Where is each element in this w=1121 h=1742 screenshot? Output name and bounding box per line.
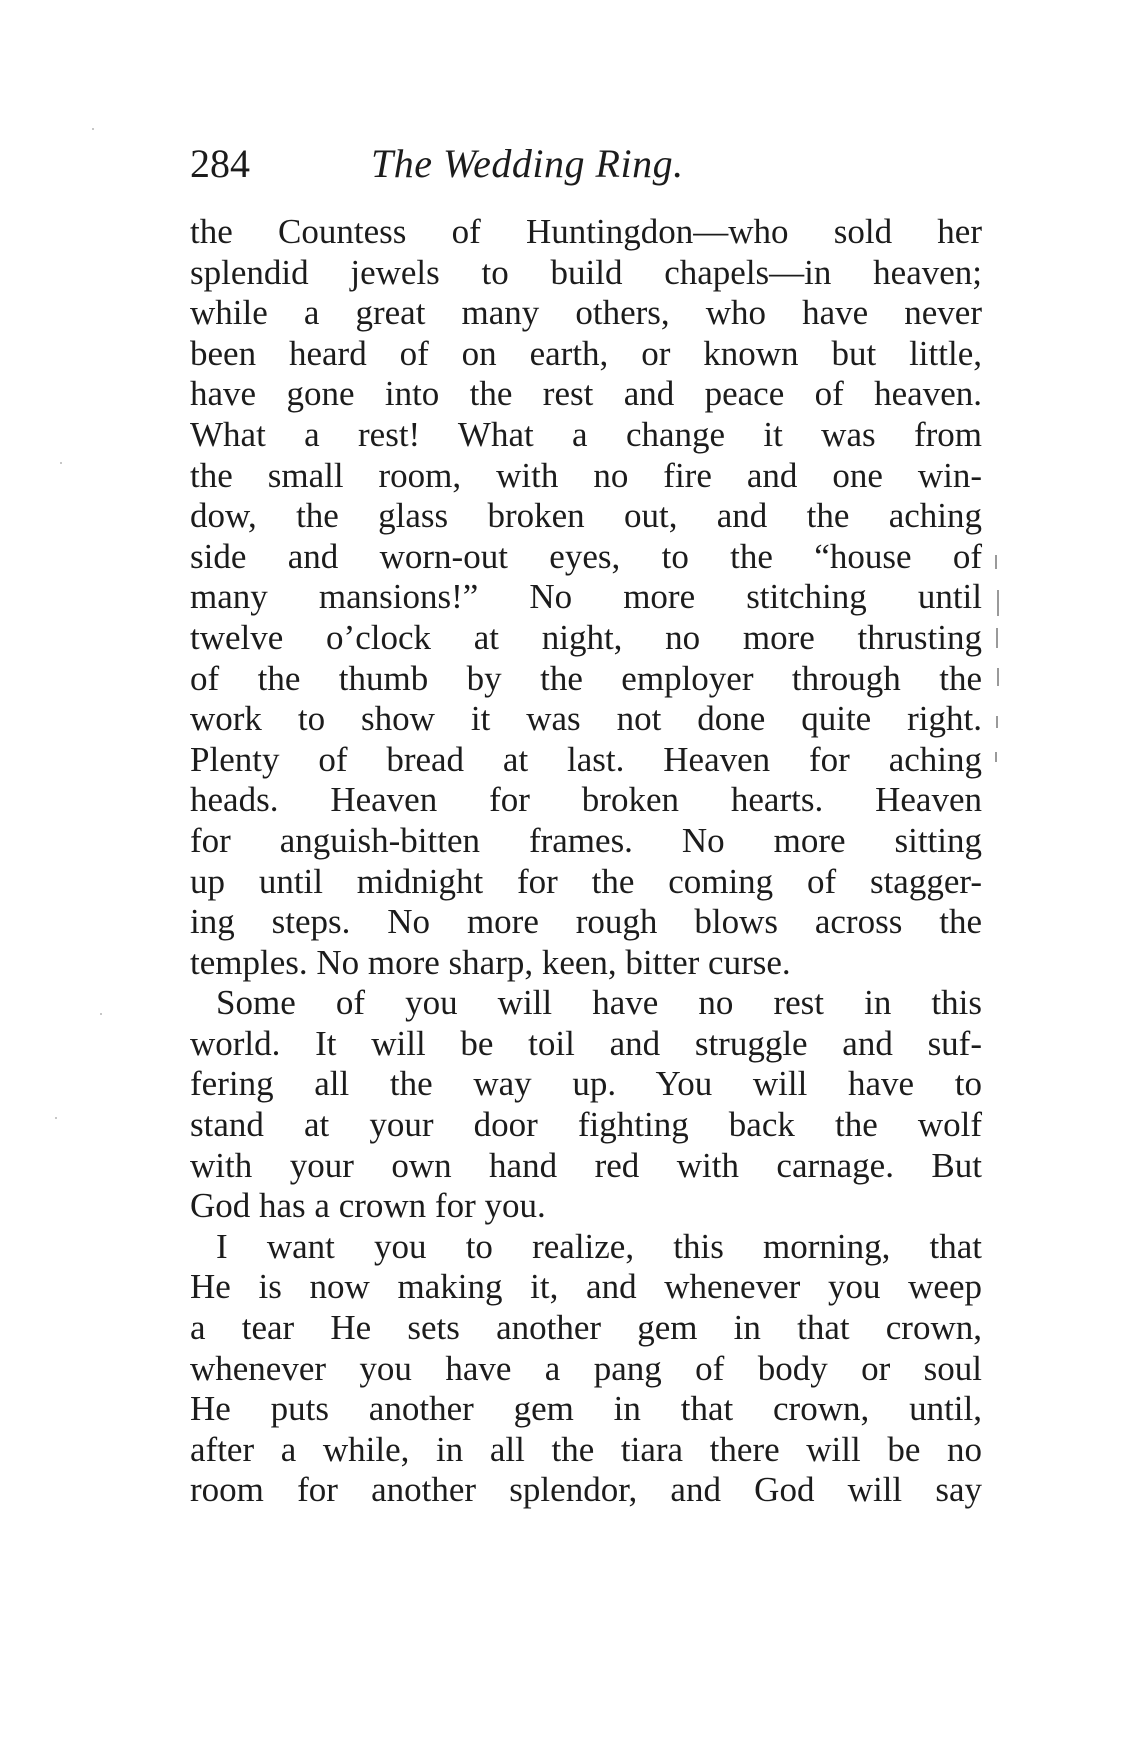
text-line: splendid jewels to build chapels—in heaven; (190, 252, 982, 292)
text-line: the small room, with no fire and one win- (190, 455, 982, 495)
text-line: for anguish-bitten frames. No more sitting (190, 820, 982, 860)
text-line: fering all the way up. You will have to (190, 1064, 982, 1104)
scan-speck (100, 1013, 102, 1015)
text-line: dow, the glass broken out, and the aching (190, 496, 982, 536)
text-line: side and worn-out eyes, to the “house of (190, 536, 982, 576)
page-number: 284 (190, 141, 250, 186)
text-line: after a while, in all the tiara there will be no (190, 1429, 982, 1469)
text-line: a tear He sets another gem in that crown, (190, 1308, 982, 1348)
text-line: Some of you will have no rest in this (216, 983, 982, 1023)
text-line: with your own hand red with carnage. But (190, 1145, 982, 1185)
scan-speck (92, 128, 94, 130)
text-line: ing steps. No more rough blows across the (190, 902, 982, 942)
text-line: been heard of on earth, or known but little, (190, 333, 982, 373)
text-line: What a rest! What a change it was from (190, 414, 982, 454)
text-line: twelve o’clock at night, no more thrusting (190, 617, 982, 657)
text-line: of the thumb by the employer through the (190, 658, 982, 698)
body-text (190, 212, 982, 1511)
text-line: I want you to realize, this morning, that (216, 1226, 982, 1266)
page-header (190, 138, 990, 190)
scan-artifact (995, 555, 997, 569)
text-line: room for another splendor, and God will say (190, 1470, 982, 1510)
scan-speck (60, 462, 62, 464)
text-line: many mansions!” No more stitching until (190, 577, 982, 617)
text-line: have gone into the rest and peace of heaven. (190, 374, 982, 414)
text-line: heads. Heaven for broken hearts. Heaven (190, 780, 982, 820)
text-line: up until midnight for the coming of stagger- (190, 861, 982, 901)
text-line: He is now making it, and whenever you weep (190, 1267, 982, 1307)
scan-artifact (996, 628, 998, 648)
scan-speck (55, 1117, 57, 1119)
text-line: while a great many others, who have never (190, 293, 982, 333)
text-line: world. It will be toil and struggle and suf- (190, 1023, 982, 1063)
scan-artifact (995, 752, 997, 762)
scan-artifact (997, 590, 999, 616)
text-line: whenever you have a pang of body or soul (190, 1348, 982, 1388)
scan-artifact (996, 716, 998, 728)
text-line: God has a crown for you. (190, 1186, 546, 1226)
text-line: He puts another gem in that crown, until, (190, 1389, 982, 1429)
text-line: Plenty of bread at last. Heaven for aching (190, 739, 982, 779)
scan-artifact (997, 668, 999, 686)
text-line: the Countess of Huntingdon—who sold her (190, 212, 982, 251)
text-line: temples. No more sharp, keen, bitter curse. (190, 942, 791, 982)
running-title: The Wedding Ring. (371, 141, 684, 186)
text-line: stand at your door fighting back the wolf (190, 1105, 982, 1145)
text-line: work to show it was not done quite right. (190, 699, 982, 739)
